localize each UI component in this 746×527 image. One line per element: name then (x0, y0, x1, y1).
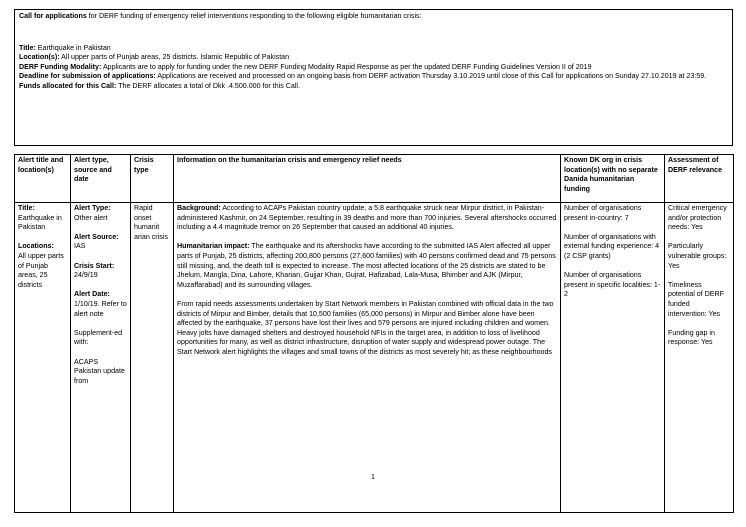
locations-value: All upper parts of Punjab areas, 25 districts (18, 251, 64, 289)
header-information: Information on the humanitarian crisis and emergency relief needs (174, 155, 561, 203)
cell-alert-title (15, 203, 71, 513)
call-title-value: Earthquake in Pakistan (35, 43, 111, 52)
orgs-external-funding: Number of organisations with external funding experience: 4 (2 CSP grants) (564, 232, 660, 260)
header-alert-type: Alert type, source and date (71, 155, 131, 203)
call-title-label: Title: (19, 43, 36, 52)
vulnerable-groups: Particularly vulnerable groups: Yes (668, 242, 727, 270)
document-page (14, 9, 733, 513)
needs-assessment-text: From rapid needs assessments undertaken by Start Network members in Pakistan combined with official data in the two districts of Mirpur and Bimber, details that 10,500 families (65,000 persons) in Mirpur and Bimber alone have been affected by the earthquake, 37 persons have lost their lives and 579 persons are injured including children and women. Heavy jolts have damaged shelters and destroyed household NFIs in the target area, in addition to loss of livelihood opportunities for many, as well as district infrastructure, disruption of water supply and widespread power outage. The Start Network alert highlights the villages and small towns of the districts as most severely hit; as these neighbourhoods (177, 299, 554, 356)
call-deadline-label: Deadline for submission of applications: (19, 72, 156, 81)
cell-crisis-type (131, 203, 174, 513)
cell-alert-type (71, 203, 131, 513)
cell-known-dk-org (561, 203, 665, 513)
call-deadline (19, 72, 728, 82)
call-location-label: Location(s): (19, 53, 60, 62)
background-label: Background: (177, 204, 221, 212)
call-location (19, 53, 728, 63)
call-intro (19, 12, 728, 22)
alert-type-label: Alert Type: (74, 204, 111, 212)
supplement-text: Supplement-ed with: (74, 328, 123, 347)
orgs-in-localities: Number of organisations present in specific localities: 1-2 (564, 271, 661, 299)
call-modality-value: Applicants are to apply for funding under the new DERF Funding Modality Rapid Response as per the updated DERF Funding Guidelines Version II of 2019 (101, 62, 592, 71)
critical-needs: Critical emergency and/or protection needs: Yes (668, 204, 727, 232)
alert-source-value: IAS (74, 242, 86, 251)
call-funds (19, 82, 728, 92)
impact-text: The earthquake and its aftershocks have according to the submitted IAS Alert affected all upper parts of Punjab, 25 districts, affecting 200,800 persons (27,600 families) with 40 persons confirmed dead and 75 persons still missing, and, the death toll is expected to increase. The most affected locations of the 25 districts are stated to be Jhelum, Mangla, Dina, Lahore, Kharian, Gujjar Khan, Gujrat, Hafizabad, Lala-Musa, Bhimber and AJK (Mirpur, Muzaffarabad) and its surrounding villages. (177, 242, 556, 289)
call-location-value: All upper parts of Punjab areas, 25 districts. Islamic Republic of Pakistan (59, 53, 290, 62)
alert-source-label: Alert Source: (74, 232, 119, 241)
orgs-in-country: Number of organisations present in-country: 7 (564, 204, 642, 222)
alert-type-value: Other alert (74, 213, 108, 222)
header-assessment: Assessment of DERF relevance (665, 155, 734, 203)
acaps-text: ACAPS Pakistan update from (74, 357, 125, 385)
header-crisis-type: Crisis type (131, 155, 174, 203)
crisis-type-value: Rapid onset humanit arian crisis (134, 204, 168, 241)
cell-information (174, 203, 561, 513)
title-value: Earthquake in Pakistan (18, 213, 62, 232)
call-title (19, 44, 728, 54)
table-header-row (15, 155, 734, 203)
call-intro-text: for DERF funding of emergency relief interventions responding to the following eligible humanitarian crisis: (86, 12, 422, 20)
funding-gap: Funding gap in response: Yes (668, 328, 715, 347)
impact-label: Humanitarian impact: (177, 242, 250, 251)
title-label: Title: (18, 204, 35, 212)
call-modality-label: DERF Funding Modality: (19, 62, 102, 71)
background-text: According to ACAPs Pakistan country update, a 5.8 earthquake struck near Mirpur district, in Pakistan-administered Kashmir, on 24 September, resulting in 39 deaths and more than 700 injuries. Several aftershocks occurred including a 4.4 magnitude tremor on 26 September that caused an additional 40 injuries. (177, 204, 557, 232)
timeliness-potential: Timeliness potential of DERF funded intervention: Yes (668, 280, 724, 318)
crisis-start-value: 24/9/19 (74, 271, 98, 280)
crisis-table (14, 154, 734, 513)
call-modality (19, 63, 728, 73)
page-number: 1 (370, 472, 376, 481)
call-funds-value: The DERF allocates a total of Dkk .4.500.000 for this Call. (116, 81, 300, 90)
alert-date-label: Alert Date: (74, 290, 110, 299)
call-deadline-value: Applications are received and processed on an ongoing basis from DERF activation Thursday 3.10.2019 until close of this Call for applications on Sunday 27.10.2019 at 23:59. (155, 72, 707, 81)
alert-date-value: 1/10/19. Refer to alert note (74, 299, 127, 318)
call-funds-label: Funds allocated for this Call: (19, 81, 117, 90)
call-for-applications-box (14, 9, 733, 146)
call-intro-bold: Call for applications (19, 12, 87, 20)
locations-label: Locations: (18, 242, 54, 251)
cell-assessment (665, 203, 734, 513)
header-known-dk-org: Known DK org in crisis location(s) with no separate Danida humanitarian funding (561, 155, 665, 203)
crisis-start-label: Crisis Start: (74, 261, 115, 270)
header-alert-title: Alert title and location(s) (15, 155, 71, 203)
table-row (15, 203, 734, 513)
